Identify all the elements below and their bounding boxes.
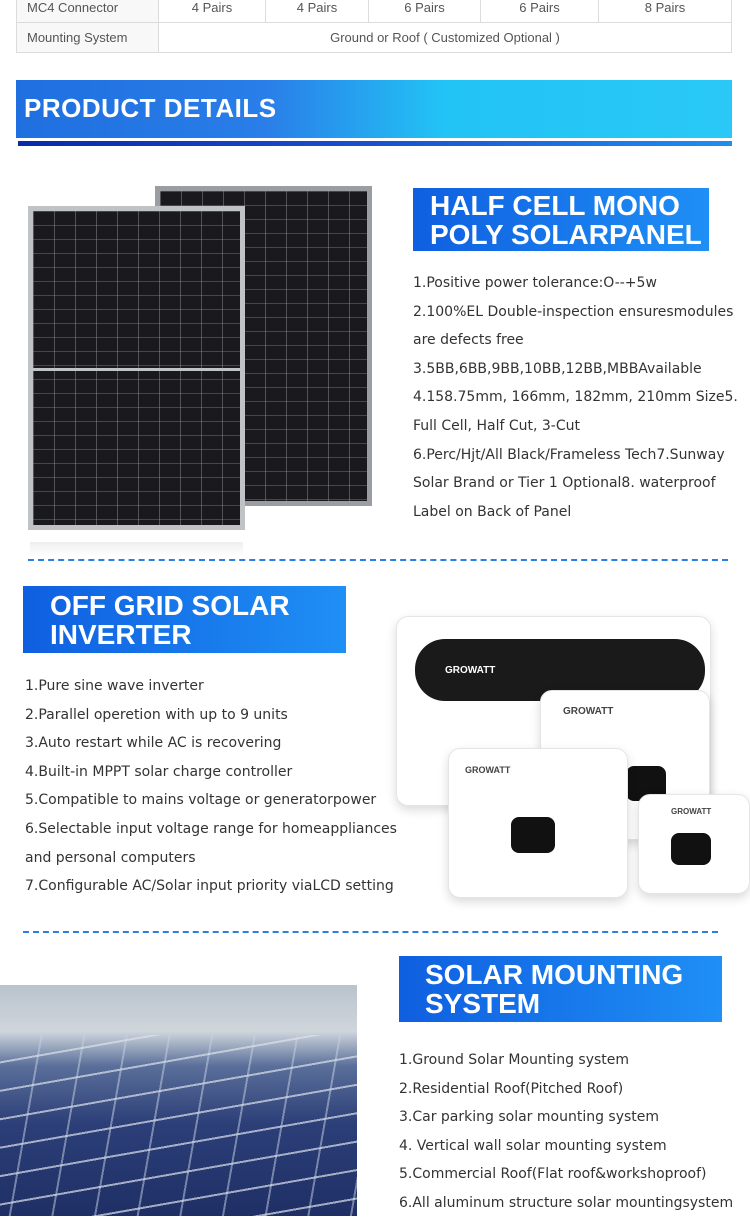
feature-line: 6.All aluminum structure solar mountingsystem xyxy=(399,1194,734,1211)
inverter-features xyxy=(25,672,397,901)
cell: 8 Pairs xyxy=(599,0,732,23)
feature-line: 1.Ground Solar Mounting system xyxy=(399,1052,630,1068)
cell: Ground or Roof ( Customized Optional ) xyxy=(159,23,732,53)
cell: 6 Pairs xyxy=(481,0,599,23)
brand-logo: GROWATT xyxy=(671,807,712,816)
feature-line: 4.Built-in MPPT solar charge controller xyxy=(25,763,293,780)
row-label: MC4 Connector xyxy=(17,0,159,23)
feature-line: 1.Pure sine wave inverter xyxy=(25,678,204,694)
mounting-features xyxy=(399,1046,733,1218)
feature-line: 4. Vertical wall solar mounting system xyxy=(399,1137,667,1154)
cell: 4 Pairs xyxy=(159,0,266,23)
brand-logo: GROWATT xyxy=(563,706,614,717)
inverter-image xyxy=(390,610,750,900)
feature-line: 1.Positive power tolerance:O--+5w xyxy=(413,275,657,291)
feature-line: 7.Configurable AC/Solar input priority viaLCD setting xyxy=(25,878,394,895)
feature-line: 2.Residential Roof(Pitched Roof) xyxy=(399,1080,624,1097)
section-divider xyxy=(23,931,718,933)
feature-line: 3.Car parking solar mounting system xyxy=(399,1109,660,1126)
feature-line: Full Cell, Half Cut, 3-Cut xyxy=(413,417,580,434)
title-line: INVERTER xyxy=(50,619,192,650)
feature-line: 4.158.75mm, 166mm, 182mm, 210mm Size5. xyxy=(413,389,738,406)
feature-line: are defects free xyxy=(413,332,524,349)
spec-table xyxy=(16,0,732,53)
table-row xyxy=(17,23,732,53)
title-line: POLY SOLARPANEL xyxy=(430,219,702,250)
section-title-solar-panel xyxy=(413,188,709,251)
solar-panel-image xyxy=(28,186,380,556)
section-divider xyxy=(28,559,728,561)
feature-line: Solar Brand or Tier 1 Optional8. waterproof xyxy=(413,475,716,492)
feature-line: 5.Commercial Roof(Flat roof&workshoproof) xyxy=(399,1166,707,1183)
brand-logo: GROWATT xyxy=(465,765,511,775)
title-line: HALF CELL MONO xyxy=(430,190,680,221)
cell: 4 Pairs xyxy=(266,0,369,23)
solar-panel-features xyxy=(413,269,738,526)
section-title-mounting xyxy=(399,956,722,1022)
title-line: SYSTEM xyxy=(425,988,541,1019)
row-label: Mounting System xyxy=(17,23,159,53)
table-row xyxy=(17,0,732,23)
solar-mounting-image xyxy=(0,985,357,1216)
brand-logo: GROWATT xyxy=(445,665,496,676)
feature-line: 2.100%EL Double-inspection ensuresmodules xyxy=(413,303,734,320)
product-details-banner xyxy=(16,80,732,138)
feature-line: 3.5BB,6BB,9BB,10BB,12BB,MBBAvailable xyxy=(413,360,702,377)
banner-underline xyxy=(18,141,732,146)
feature-line: 6.Selectable input voltage range for homeappliances xyxy=(25,820,397,837)
cell: 6 Pairs xyxy=(369,0,481,23)
title-line: SOLAR MOUNTING xyxy=(425,959,684,990)
feature-line: 5.Compatible to mains voltage or generatorpower xyxy=(25,792,377,809)
section-title-inverter xyxy=(23,586,346,653)
feature-line: and personal computers xyxy=(25,849,196,866)
title-line: OFF GRID SOLAR xyxy=(50,590,290,621)
feature-line: 3.Auto restart while AC is recovering xyxy=(25,735,282,752)
feature-line: 2.Parallel operetion with up to 9 units xyxy=(25,706,288,723)
banner-title: PRODUCT DETAILS xyxy=(24,93,277,123)
feature-line: 6.Perc/Hjt/All Black/Frameless Tech7.Sunway xyxy=(413,446,725,463)
feature-line: Label on Back of Panel xyxy=(413,503,572,520)
